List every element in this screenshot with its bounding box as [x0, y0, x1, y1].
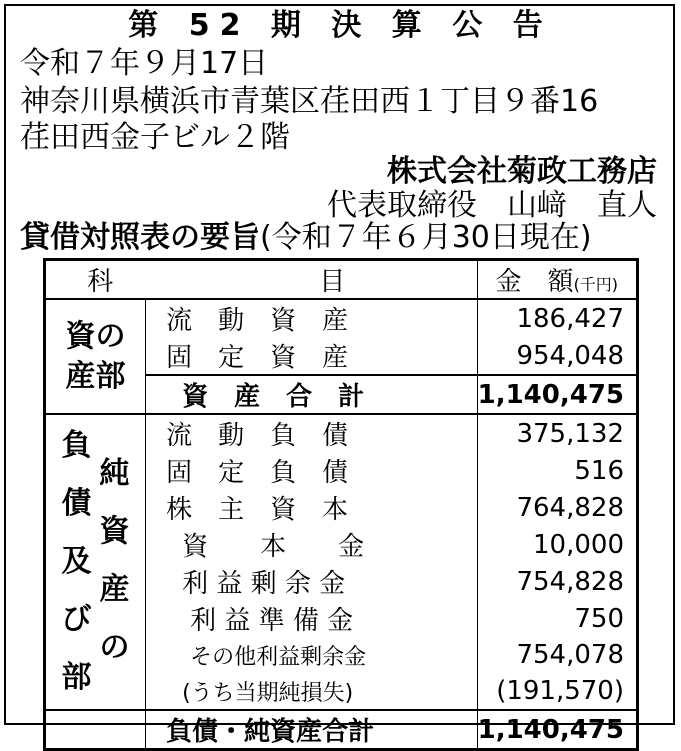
- table-row: [45, 414, 638, 452]
- assets-group-label: [45, 299, 146, 414]
- row-value: 516: [574, 455, 624, 486]
- column-header-amount: [477, 260, 637, 300]
- unit-label: (千円): [573, 275, 619, 294]
- balance-sheet-table: [43, 258, 639, 751]
- notice-date: 令和７年９月17日: [20, 46, 269, 81]
- column-header-amount-label: 金 額: [495, 267, 574, 297]
- table-row-total: [45, 710, 638, 750]
- empty-group-cell: [45, 710, 146, 750]
- row-value: 764,828: [516, 492, 624, 523]
- row-label: 株 主 資 本: [146, 489, 478, 526]
- statement-heading: [20, 220, 592, 256]
- row-label: 利 益 剰 余 金: [146, 563, 478, 600]
- liabilities-group-label: [45, 414, 146, 710]
- row-value: 1,140,475: [477, 375, 637, 414]
- statement-heading-date: (令和７年６月30日現在): [260, 220, 592, 255]
- row-value: 754,828: [516, 566, 624, 597]
- row-label: 流 動 負 債: [146, 414, 478, 452]
- row-label: 資 産 合 計: [146, 375, 478, 414]
- row-value: 186,427: [516, 303, 624, 334]
- row-label: 利 益 準 備 金: [146, 600, 478, 637]
- row-value: 954,048: [516, 340, 624, 371]
- company-name: 株式会社菊政工務店: [387, 154, 657, 189]
- table-header-row: [45, 260, 638, 300]
- row-label: 固 定 資 産: [146, 337, 478, 375]
- address-line-2: 荏田西金子ビル２階: [20, 120, 290, 155]
- row-value: 1,140,475: [477, 710, 637, 750]
- row-label: 固 定 負 債: [146, 452, 478, 489]
- notice-title: 第 52 期 決 算 公 告: [128, 8, 553, 43]
- row-label: 資 本 金: [146, 526, 478, 563]
- row-value: 750: [574, 603, 624, 634]
- row-label: 負債・純資産合計: [146, 710, 478, 750]
- row-label: 流 動 資 産: [146, 299, 478, 337]
- representative-name: 代表取締役 山﨑 直人: [327, 188, 657, 223]
- row-label: その他利益剰余金: [146, 637, 478, 673]
- liabilities-group-col-b: 純資産の: [99, 456, 130, 665]
- statement-heading-title: 貸借対照表の要旨: [20, 220, 260, 255]
- row-label: (うち当期純損失): [146, 673, 478, 710]
- liabilities-group-col-a: 負債及び部: [61, 428, 92, 695]
- row-value: 10,000: [533, 529, 624, 560]
- assets-group-text: 資の産部: [65, 318, 126, 394]
- row-value: (191,570): [496, 676, 624, 706]
- address-line-1: 神奈川県横浜市青葉区荏田西１丁目９番16: [20, 84, 599, 119]
- table-row: [45, 299, 638, 337]
- row-value: 375,132: [516, 418, 624, 449]
- row-value: 754,078: [516, 640, 624, 670]
- column-header-item: 科 目: [45, 260, 478, 300]
